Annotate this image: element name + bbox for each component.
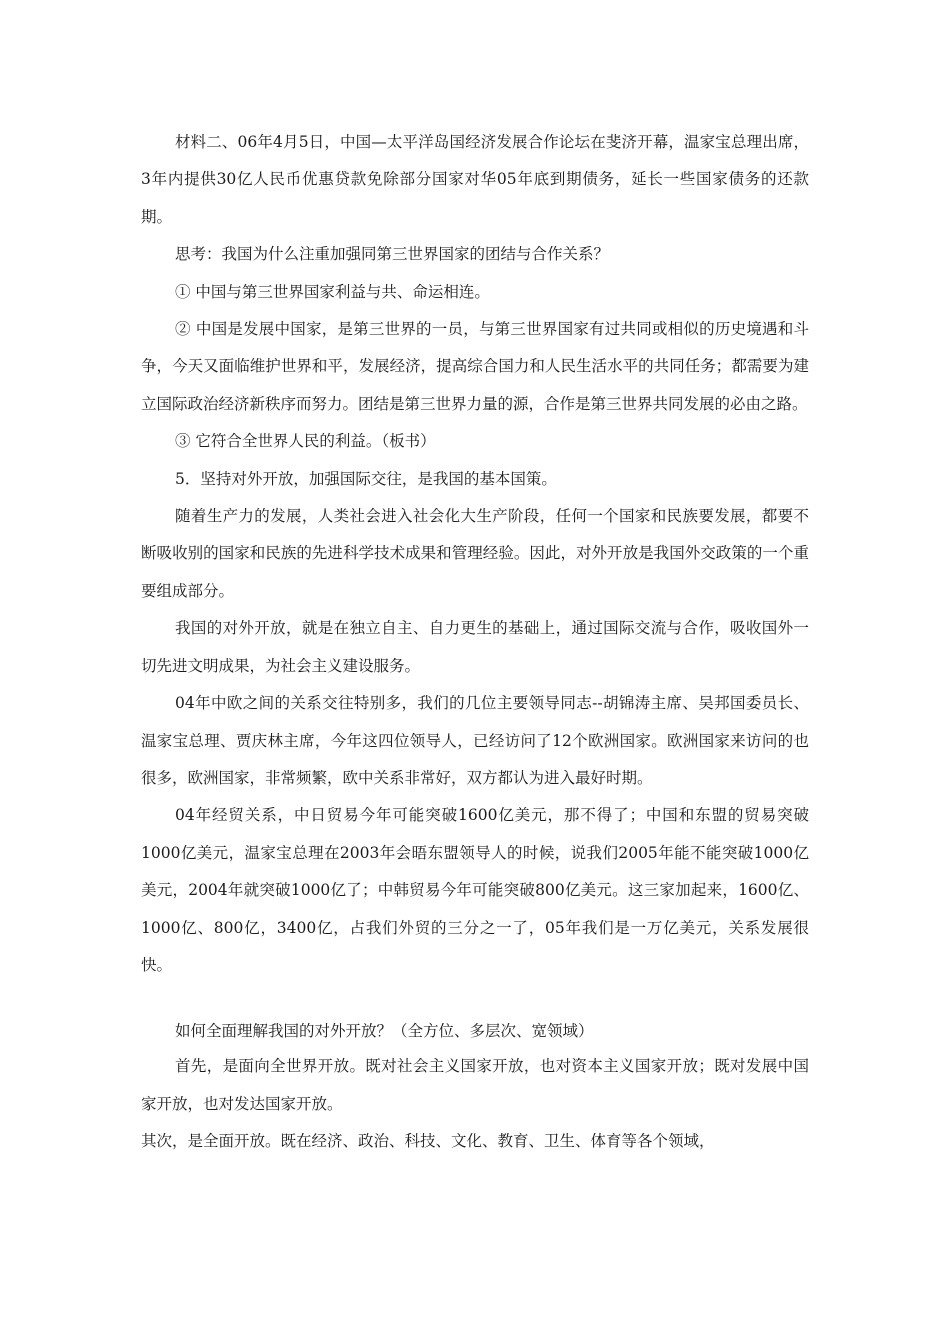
paragraph-spacer xyxy=(141,984,809,1014)
paragraph-point-one: ① 中国与第三世界国家利益与共、命运相连。 xyxy=(175,282,490,301)
paragraph-second-point: 其次，是全面开放。既在经济、政治、科技、文化、教育、卫生、体育等各个领域， xyxy=(141,1132,715,1151)
document-body xyxy=(141,124,809,1161)
paragraph-china-europe: 04年中欧之间的关系交往特别多，我们的几位主要领导同志--胡锦涛主席、吴邦国委员长、温家宝总理、贾庆林主席，今年这四位领导人，已经访问了12个欧洲国家。欧洲国家来访问的也很多，欧洲国家，非常频繁，欧中关系非常好，双方都认为进入最好时期。 xyxy=(141,694,809,787)
paragraph-think-question: 思考：我国为什么注重加强同第三世界国家的团结与合作关系？ xyxy=(175,245,610,264)
paragraph-material-two: 材料二、06年4月5日，中国—太平洋岛国经济发展合作论坛在斐济开幕，温家宝总理出席，3年内提供30亿人民币优惠贷款免除部分国家对华05年底到期债务，延长一些国家债务的还款期。 xyxy=(141,133,809,226)
paragraph-trade-relations: 04年经贸关系，中日贸易今年可能突破1600亿美元，那不得了；中国和东盟的贸易突破1000亿美元，温家宝总理在2003年会晤东盟领导人的时候，说我们2005年能不能突破1000亿美元，2004年就突破1000亿了；中韩贸易今年可能突破800亿美元。这三家加起来，1600亿、1000亿、800亿，3400亿，占我们外贸的三分之一了，05年我们是一万亿美元，关系发展很快。 xyxy=(141,806,809,974)
paragraph-section-five: 5．坚持对外开放，加强国际交往，是我国的基本国策。 xyxy=(175,469,557,488)
paragraph-point-three: ③ 它符合全世界人民的利益。（板书） xyxy=(175,432,436,451)
paragraph-question-opening: 如何全面理解我国的对外开放？（全方位、多层次、宽领域） xyxy=(175,1022,594,1041)
paragraph-productivity: 随着生产力的发展，人类社会进入社会化大生产阶段，任何一个国家和民族要发展，都要不断吸收别的国家和民族的先进科学技术成果和管理经验。因此，对外开放是我国外交政策的一个重要组成部分。 xyxy=(141,507,809,600)
paragraph-first-point: 首先，是面向全世界开放。既对社会主义国家开放，也对资本主义国家开放；既对发展中国家开放，也对发达国家开放。 xyxy=(141,1057,809,1113)
paragraph-opening-definition: 我国的对外开放，就是在独立自主、自力更生的基础上，通过国际交流与合作，吸收国外一切先进文明成果，为社会主义建设服务。 xyxy=(141,619,809,675)
paragraph-point-two: ② 中国是发展中国家，是第三世界的一员，与第三世界国家有过共同或相似的历史境遇和斗争，今天又面临维护世界和平，发展经济，提高综合国力和人民生活水平的共同任务；都需要为建立国际政治经济新秩序而努力。团结是第三世界力量的源，合作是第三世界共同发展的必由之路。 xyxy=(141,320,809,413)
